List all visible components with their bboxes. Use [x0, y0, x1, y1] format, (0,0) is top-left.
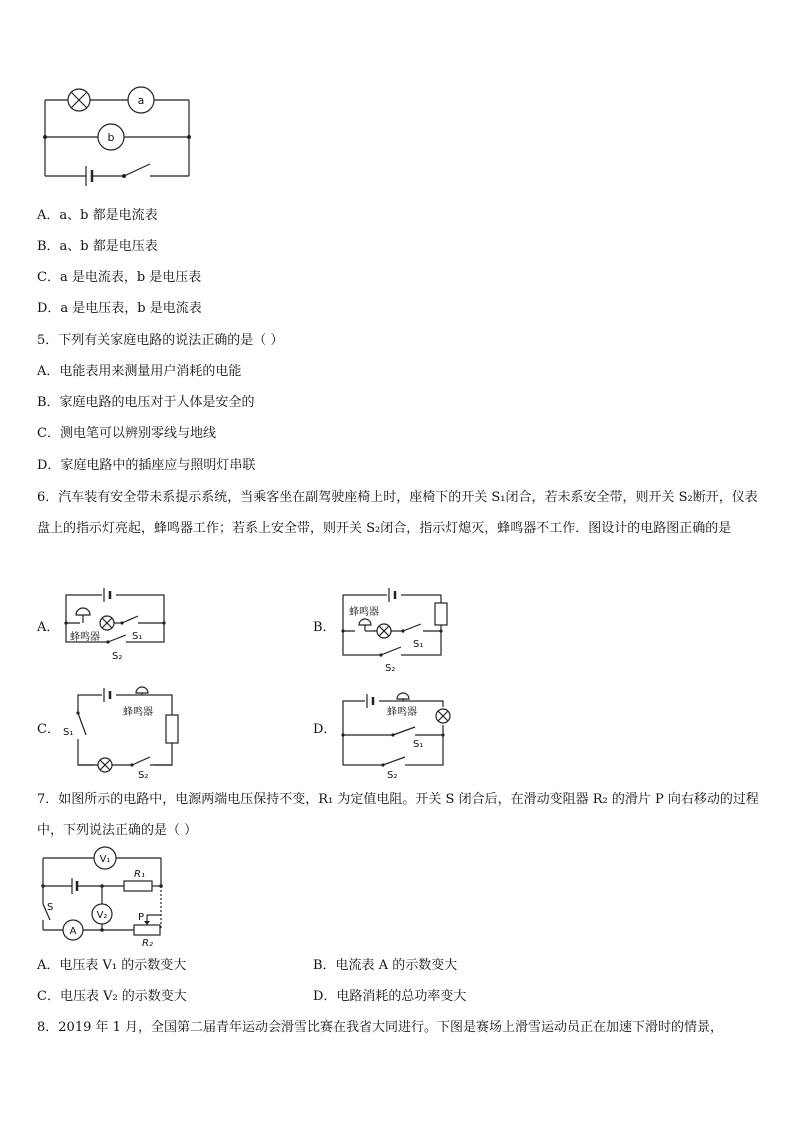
- q6-circuit-d[interactable]: [337, 683, 462, 781]
- resistor-r1: [124, 881, 152, 891]
- voltmeter-v2: [92, 904, 112, 924]
- q5-option-c[interactable]: C．测电笔可以辨别零线与地线: [37, 426, 216, 441]
- ammeter-a: [63, 920, 83, 940]
- svg-text:P: P: [138, 912, 145, 923]
- q7-option-d[interactable]: D．电路消耗的总功率变大: [313, 989, 467, 1004]
- svg-text:S₁: S₁: [413, 639, 424, 650]
- svg-text:蜂鸣器: 蜂鸣器: [387, 707, 417, 718]
- meter-b: [98, 124, 124, 150]
- q6-option-a-label[interactable]: A．: [37, 620, 60, 635]
- lamp-icon: [98, 758, 112, 772]
- q6-option-d-label[interactable]: D．: [313, 722, 337, 737]
- svg-text:V₂: V₂: [96, 910, 108, 921]
- lamp-icon: [436, 709, 450, 723]
- q5-stem: 5．下列有关家庭电路的说法正确的是（ ）: [37, 333, 284, 348]
- q7-circuit-diagram: [38, 848, 168, 948]
- q4-option-c[interactable]: C．a 是电流表，b 是电压表: [37, 270, 202, 285]
- svg-text:A: A: [69, 926, 77, 937]
- lamp-icon: [68, 89, 90, 111]
- buzzer-icon: [136, 687, 148, 695]
- q4-option-b[interactable]: B．a、b 都是电压表: [37, 239, 158, 254]
- svg-text:S₂: S₂: [385, 663, 396, 674]
- buzzer-icon: [397, 693, 409, 701]
- svg-text:V₁: V₁: [99, 854, 111, 865]
- svg-text:R₁: R₁: [134, 869, 145, 880]
- rheostat-r2: [134, 925, 160, 935]
- svg-text:a: a: [137, 94, 145, 107]
- q4-option-a[interactable]: A．a、b 都是电流表: [37, 208, 158, 223]
- q6-option-b-label[interactable]: B．: [313, 620, 336, 635]
- svg-text:S₁: S₁: [413, 739, 424, 750]
- svg-text:蜂鸣器: 蜂鸣器: [123, 707, 153, 718]
- q5-option-b[interactable]: B．家庭电路的电压对于人体是安全的: [37, 395, 255, 410]
- q5-option-a[interactable]: A．电能表用来测量用户消耗的电能: [37, 364, 242, 379]
- voltmeter-v1: [94, 847, 116, 869]
- battery-icon: [72, 878, 77, 894]
- q4-circuit-diagram: [40, 82, 195, 192]
- q6-circuit-b[interactable]: [337, 585, 457, 675]
- q7-option-a[interactable]: A．电压表 V₁ 的示数变大: [37, 958, 187, 973]
- q6-circuit-a[interactable]: [60, 585, 170, 670]
- q6-circuit-c[interactable]: [60, 683, 185, 781]
- svg-text:S₂: S₂: [387, 770, 398, 781]
- svg-text:R₂: R₂: [142, 938, 153, 949]
- q6-stem: 6．汽车装有安全带未系提示系统，当乘客坐在副驾驶座椅上时，座椅下的开关 S₁闭合，若未系安全带，则开关 S₂断开，仪表盘上的指示灯亮起，蜂鸣器工作；若系上安全带，则开关 S₂闭合，指示灯熄灭，蜂鸣器不工作．图设计的电路图正确的是: [37, 490, 758, 536]
- resistor-icon: [166, 715, 178, 743]
- switch-icon: [122, 164, 150, 178]
- resistor-icon: [435, 603, 447, 625]
- svg-text:S₁: S₁: [132, 631, 143, 642]
- q8-stem: 8．2019 年 1 月，全国第二届青年运动会滑雪比赛在我省大同进行。下图是赛场上滑雪运动员正在加速下滑时的情景，: [37, 1020, 724, 1035]
- svg-text:S₂: S₂: [138, 770, 149, 781]
- svg-text:S: S: [47, 902, 54, 913]
- svg-text:蜂鸣器: 蜂鸣器: [349, 607, 379, 618]
- battery-icon: [86, 166, 92, 186]
- lamp-icon: [100, 616, 114, 630]
- svg-text:S₁: S₁: [63, 727, 74, 738]
- meter-a: [128, 87, 154, 113]
- svg-text:S₂: S₂: [112, 651, 123, 662]
- q7-option-b[interactable]: B．电流表 A 的示数变大: [313, 958, 458, 973]
- lamp-icon: [377, 624, 391, 638]
- svg-text:蜂鸣器: 蜂鸣器: [70, 632, 100, 643]
- q5-option-d[interactable]: D．家庭电路中的插座应与照明灯串联: [37, 458, 256, 473]
- slider-arrow-icon: [144, 915, 161, 925]
- q7-stem: 7．如图所示的电路中，电源两端电压保持不变，R₁ 为定值电阻。开关 S 闭合后，在滑动变阻器 R₂ 的滑片 P 向右移动的过程中，下列说法正确的是（ ）: [37, 792, 759, 838]
- svg-text:b: b: [107, 131, 115, 144]
- q6-option-c-label[interactable]: C．: [37, 722, 60, 737]
- q4-option-d[interactable]: D．a 是电压表，b 是电流表: [37, 301, 202, 316]
- q7-option-c[interactable]: C．电压表 V₂ 的示数变大: [37, 989, 187, 1004]
